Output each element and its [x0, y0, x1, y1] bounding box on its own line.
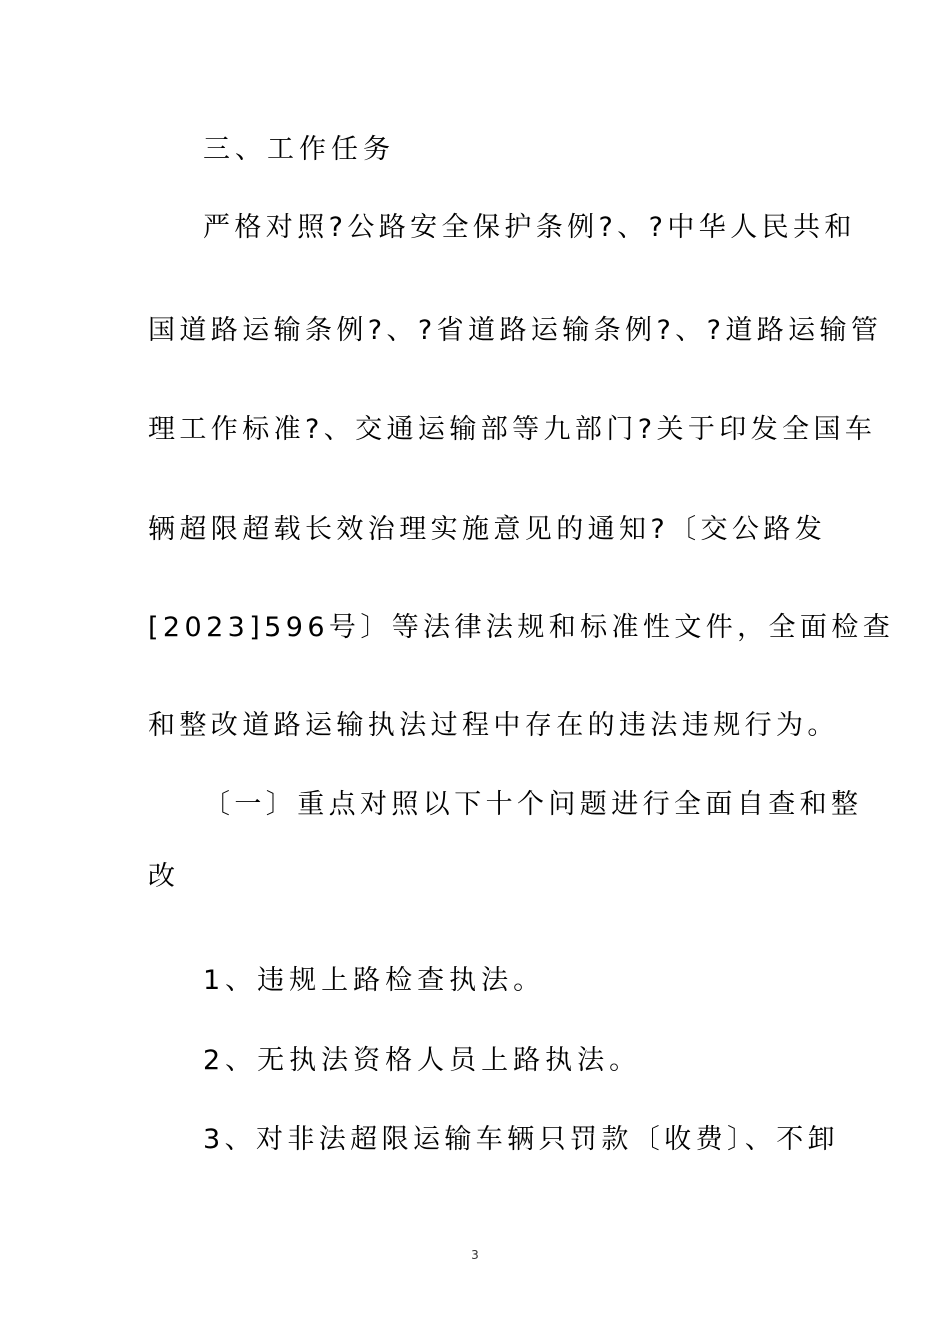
paragraph-line-6: 和整改道路运输执法过程中存在的违法违规行为。 [148, 710, 839, 741]
section-heading: 三、工作任务 [203, 134, 395, 165]
list-item-3: 3、对非法超限运输车辆只罚款〔收费〕、不卸 [203, 1124, 840, 1155]
paragraph-line-5: [2023]596号〕等法律法规和标准性文件，全面检查 [148, 612, 895, 643]
subheading-line-2: 改 [148, 861, 180, 892]
list-item-2: 2、无执法资格人员上路执法。 [203, 1045, 642, 1076]
page-number: 3 [471, 1248, 479, 1262]
list-item-1: 1、违规上路检查执法。 [203, 965, 546, 996]
paragraph-line-4: 辆超限超载长效治理实施意见的通知?〔交公路发 [148, 514, 827, 545]
paragraph-line-3: 理工作标准?、交通运输部等九部门?关于印发全国车 [148, 414, 877, 445]
subheading-line-1: 〔一〕重点对照以下十个问题进行全面自查和整 [203, 789, 863, 820]
paragraph-line-1: 严格对照?公路安全保护条例?、?中华人民共和 [203, 212, 856, 243]
paragraph-line-2: 国道路运输条例?、?省道路运输条例?、?道路运输管 [148, 315, 883, 346]
